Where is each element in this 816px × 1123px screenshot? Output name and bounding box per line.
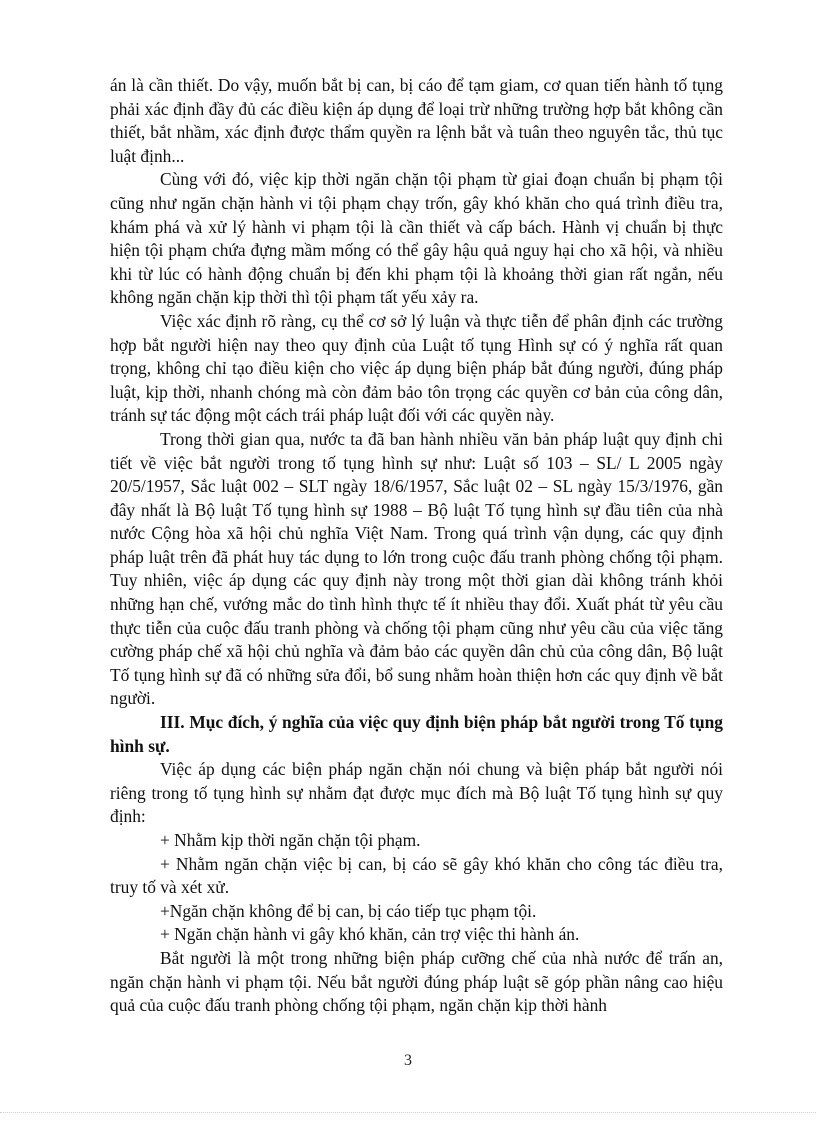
- paragraph-closing: Bắt người là một trong những biện pháp cưỡng chế của nhà nước để trấn an, ngăn chặn hành vi phạm tội. Nếu bắt người đúng pháp luật sẽ góp phần nâng cao hiệu quả của cuộc đấu tranh phòng chống tội phạm, ngăn chặn kịp thời hành: [110, 947, 723, 1016]
- paragraph-intro: Việc áp dụng các biện pháp ngăn chặn nói chung và biện pháp bắt người nói riêng trong tố tụng hình sự nhằm đạt được mục đích mà Bộ luật Tố tụng hình sự quy định:: [110, 759, 723, 827]
- section-heading: III. Mục đích, ý nghĩa của việc quy định biện pháp bắt người trong Tố tụng hình sự.: [110, 712, 723, 756]
- document-body: [110, 74, 723, 1018]
- paragraph-prevention: Cùng với đó, việc kịp thời ngăn chặn tội phạm từ giai đoạn chuẩn bị phạm tội cũng như ngăn chặn hành vi tội phạm chạy trốn, gây khó khăn cho quá trình điều tra, khám phá và xử lý hành vi phạm tội là cần thiết và cấp bách. Hành vị chuẩn bị thực hiện tội phạm chứa đựng mầm mống có thể gây hậu quả nguy hại cho xã hội, và nhiều khi từ lúc có hành động chuẩn bị đến khi phạm tội là khoảng thời gian rất ngắn, nếu không ngăn chặn kịp thời thì tội phạm tất yếu xảy ra.: [110, 169, 723, 308]
- paragraph-continuation: án là cần thiết. Do vậy, muốn bắt bị can, bị cáo để tạm giam, cơ quan tiến hành tố tụng phải xác định đầy đủ các điều kiện áp dụng để loại trừ những trường hợp bắt không cần thiết, bắt nhầm, xác định được thẩm quyền ra lệnh bắt và tuân theo nguyên tắc, thủ tục luật định...: [110, 75, 723, 166]
- list-item: + Nhằm kịp thời ngăn chặn tội phạm.: [160, 830, 421, 850]
- list-item: + Nhằm ngăn chặn việc bị can, bị cáo sẽ gây khó khăn cho công tác điều tra, truy tố và xét xử.: [110, 853, 723, 898]
- list-item: + Ngăn chặn hành vi gây khó khăn, cản trợ việc thi hành án.: [160, 924, 580, 945]
- page-number: 3: [404, 1052, 412, 1069]
- paragraph-history: Trong thời gian qua, nước ta đã ban hành nhiều văn bản pháp luật quy định chi tiết về việc bắt người trong tố tụng hình sự như: Luật số 103 – SL/ L 2005 ngày 20/5/1957, Sắc luật 002 – SLT ngày 18/6/1957, Sắc luật 02 – SL ngày 15/3/1976, gần đây nhất là Bộ luật Tố tụng hình sự 1988 – Bộ luật Tố tụng hình sự đầu tiên của nhà nước Cộng hòa xã hội chủ nghĩa Việt Nam. Trong quá trình vận dụng, các quy định pháp luật trên đã phát huy tác dụng to lớn trong cuộc đấu tranh phòng chống tội phạm. Tuy nhiên, việc áp dụng các quy định này trong một thời gian dài không tránh khỏi những hạn chế, vướng mắc do tình hình thực tế ít nhiều thay đổi. Xuất phát từ yêu cầu thực tiễn của cuộc đấu tranh phòng và chống tội phạm cũng như yêu cầu của việc tăng cường pháp chế xã hội chủ nghĩa và đảm bảo các quyền dân chủ của công dân, Bộ luật Tố tụng hình sự đã có những sửa đổi, bổ sung nhằm hoàn thiện hơn các quy định về bắt người.: [110, 428, 723, 709]
- page-bottom-divider: [0, 1112, 816, 1113]
- list-item: +Ngăn chặn không để bị can, bị cáo tiếp tục phạm tội.: [160, 900, 537, 921]
- paragraph-legal-basis: Việc xác định rõ ràng, cụ thể cơ sở lý luận và thực tiễn để phân định các trường hợp bắt người hiện nay theo quy định của Luật tố tụng Hình sự có ý nghĩa rất quan trọng, không chỉ tạo điều kiện cho việc áp dụng biện pháp bắt đúng người, đúng pháp luật, kịp thời, nhanh chóng mà còn đảm bảo tôn trọng các quyền cơ bản của công dân, tránh sự tác động một cách trái pháp luật đối với các quyền này.: [110, 310, 723, 426]
